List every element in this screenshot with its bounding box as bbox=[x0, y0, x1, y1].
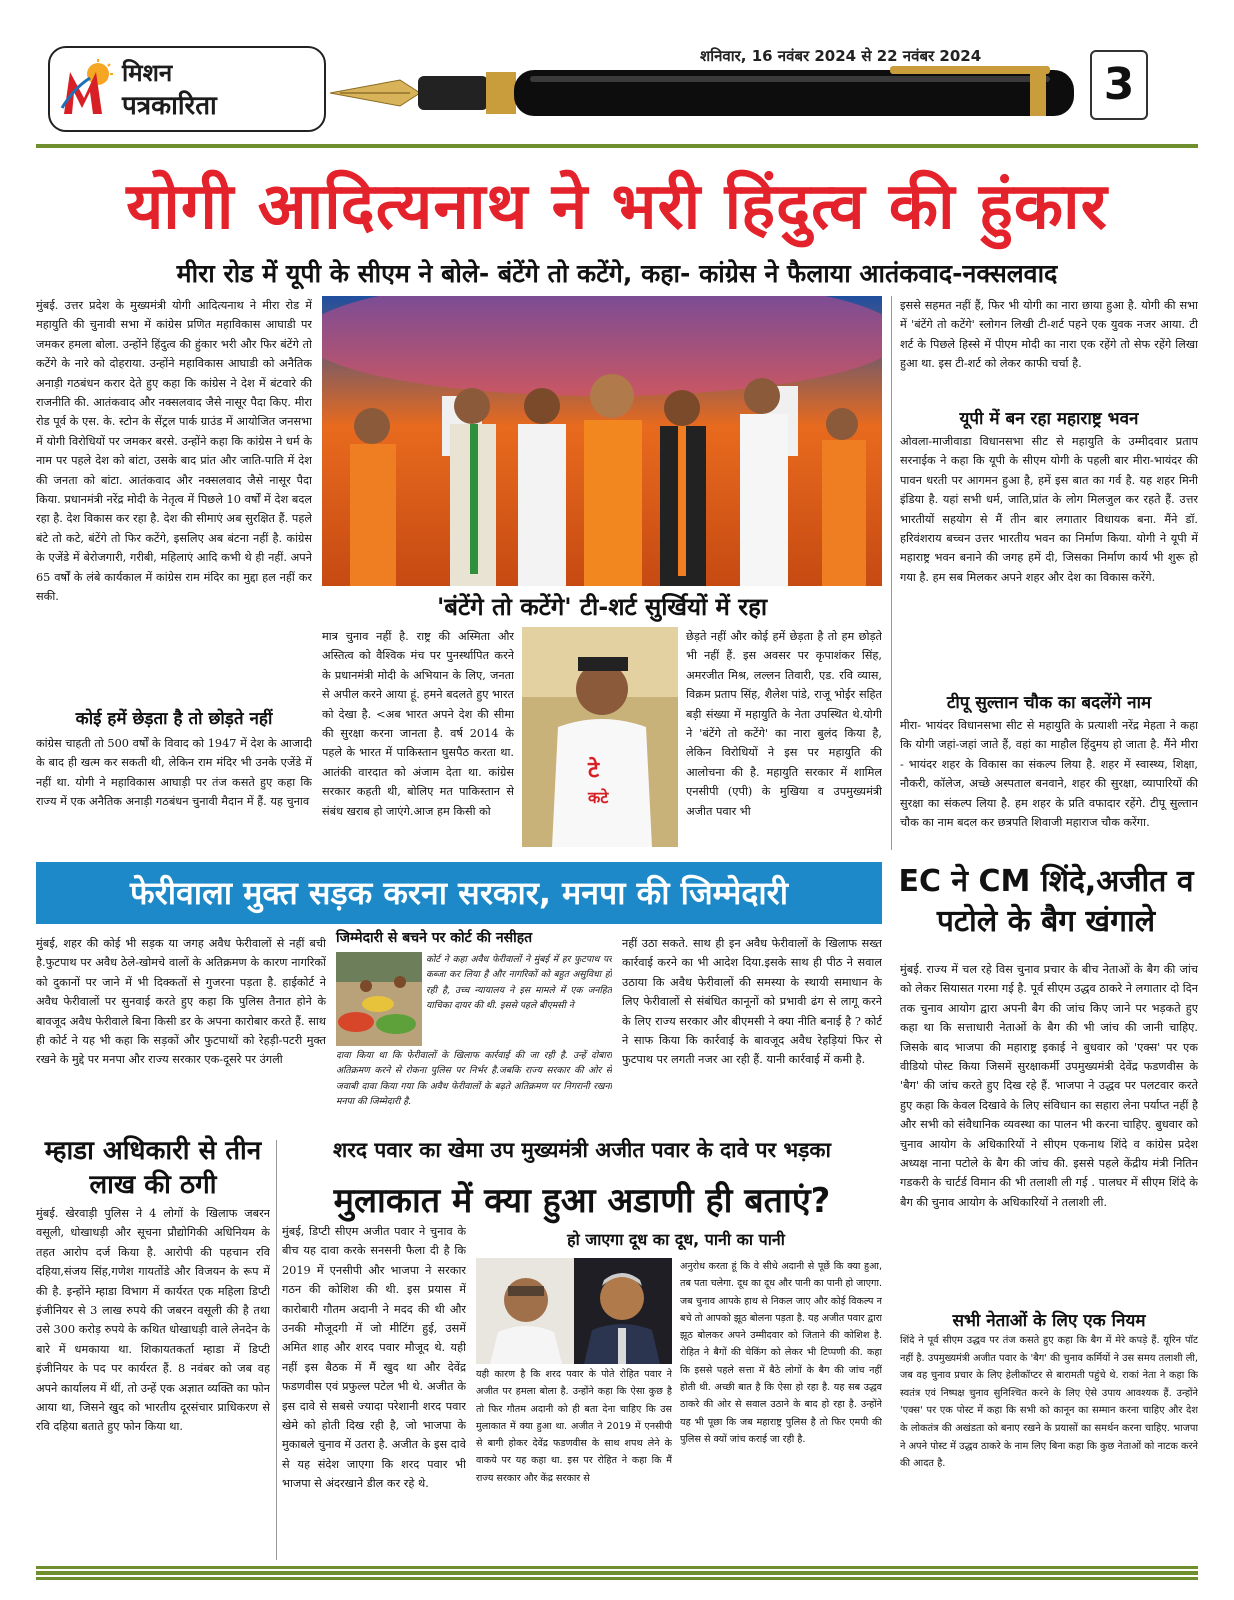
masthead-line-2: पत्रकारिता bbox=[122, 91, 217, 121]
mission-logo-icon bbox=[60, 58, 116, 118]
hawker-market-photo bbox=[336, 952, 422, 1046]
ec-headline: EC ने CM शिंदे,अजीत व पटोले के बैग खंगाले bbox=[898, 864, 1194, 939]
lead-col-1-subhead: कोई हमें छेड़ता है तो छोड़ते नहीं bbox=[75, 709, 273, 729]
ec-text-b: शिंदे ने पूर्व सीएम उद्धव पर तंज कसते हुए कहा कि बैग में मेरे कपड़े हैं. यूरिन पॉट नहीं है. उपमुख्यमंत्री अजीत पवार के 'बैग' की चुनाव कर्मियों ने उस समय तलाशी ली, जब वह चुनाव प्रचार के लिए हेलीकॉप्टर से बारामती पहुंचे थे. राकां नेता ने कहा कि स्वतंत्र एवं निष्पक्ष चुनाव सुनिश्चित करने के लिए ऐसे उपाय आवश्यक हैं. उन्होंने 'एक्स' पर एक पोस्ट में कहा कि सभी को कानून का सम्मान करना चाहिए और देश के लोकतंत्र की अखंडता को बनाए रखने के प्रयासों का समर्थन करना चाहिए. भाजपा ने अपने पोस्ट में उद्धव ठाकरे के नाम लिए बिना कहा कि कुछ नेताओं को नाटक करने की आदत है. bbox=[900, 1335, 1198, 1470]
hawker-col-3: नहीं उठा सकते. साथ ही इन अवैध फेरीवालों के खिलाफ सख्त कार्रवाई करने का भी आदेश दिया.इसके साथ ही पीठ ने सवाल उठाया कि अवैध फेरीवालों की समस्या के स्थायी समाधान के लिए फेरीवालों से संबंधित कानूनों को प्रभावी ढंग से लागू करने के लिए राज्य सरकार और बीएमसी ने क्या नीति बनाई है ? कोर्ट ने साफ किया कि कार्रवाई के बावजूद अवैध रेहड़ियां फिर से फुटपाथ पर लगती नजर आ रही हैं. यानी कार्रवाई में कमी है. bbox=[622, 937, 882, 1067]
issue-date: शनिवार, 16 नवंबर 2024 से 22 नवंबर 2024 bbox=[700, 47, 982, 65]
lead-mid-col-a: मात्र चुनाव नहीं है. राष्ट्र की अस्मिता और अस्तित्व को वैश्विक मंच पर पुनर्स्थापित करने के प्रधानमंत्री मोदी के अभियान के लिए, जनता से अपील करने आया हूं. हमने बदलते हुए भारत को देखा है. <अब भारत अपने देश की सीमा की सुरक्षा करना जानता है. वर्ष 2014 के पहले के भारत में पाकिस्तान घुसपैठ करता था. आतंकी वारदात को अंजाम देता था. कांग्रेस सरकार कहती थी, बोलिए मत पाकिस्तान से संबंध खराब हो जाएंगे.आज हम किसी को bbox=[322, 630, 514, 818]
tshirt-headline: 'बंटेंगे तो कटेंगे' टी-शर्ट सुर्खियों में रहा bbox=[436, 593, 768, 621]
ec-subhead: सभी नेताओं के लिए एक नियम bbox=[952, 1311, 1146, 1331]
sharad-kicker: शरद पवार का खेमा उप मुख्यमंत्री अजीत पवार के दावे पर भड़का bbox=[332, 1138, 831, 1162]
lead-right-col-b: ओवला-माजीवाडा विधानसभा सीट से महायुति के उम्मीदवार प्रताप सरनाईक ने कहा कि यूपी के सीएम योगी के पहली बार मीरा-भायंदर की पावन धरती पर आगमन हुआ है, हमें इस बात का गर्व है. यह शहर मिनी इंडिया है. यहां सभी धर्म, जाति,प्रांत के लोग मिलजुल कर रहते हैं. उत्तर भारतीयों सहयोग से मैं तीन बार लगातार विधायक बना. मैंने डॉ. हरिवंशराय बच्चन उत्तर भारतीय भवन का निर्माण किया. योगी ने यूपी में महाराष्ट्र भवन बनाने की जगह हमें दी, जिसका निर्माण कार्य भी शुरू हो गया है. हम सब मिलकर अपने शहर और देश का विकास करेंगे. bbox=[900, 435, 1198, 584]
ec-text: मुंबई. राज्य में चल रहे विस चुनाव प्रचार के बीच नेताओं के बैग की जांच को लेकर सियासत गरमा गई है. पूर्व सीएम उद्धव ठाकरे ने लगातार दो दिन तक चुनाव आयोग द्वारा अपनी बैग की जांच किए जाने पर भड़कते हुए कहा था कि सत्ताधारी नेताओं के बैग की भी जांच की जानी चाहिए. जिसके बाद भाजपा की महाराष्ट्र इकाई ने बुधवार को 'एक्स' पर एक वीडियो पोस्ट किया जिसमें सुरक्षाकर्मी उपमुख्यमंत्री देवेंद्र फडणवीस के 'बैग' की जांच करते हुए दिख रहे हैं. भाजपा ने उद्धव पर पलटवार करते हुए कहा कि केवल दिखावे के लिए संविधान का सहारा लेना पर्याप्त नहीं है और सभी को संवैधानिक व्यवस्था का पालन भी करना चाहिए. बुधवार को चुनाव आयोग के अधिकारियों ने सीएम एकनाथ शिंदे व कांग्रेस प्रदेश अध्यक्ष नाना पटोले के बैग की जांच की. इससे पहले केंद्रीय मंत्री नितिन गडकरी के चार्टर्ड विमान की भी तलाशी ली गई . पालघर में सीएम शिंदे के बैग की चुनाव आयोग के अधिकारियों ने तलाशी ली. bbox=[900, 963, 1198, 1209]
court-box-headline: जिम्मेदारी से बचने पर कोर्ट की नसीहत bbox=[336, 930, 533, 946]
lead-right-subhead-2: टीपू सुल्तान चौक का बदलेंगे नाम bbox=[946, 693, 1152, 713]
mhada-headline: म्हाडा अधिकारी से तीन लाख की ठगी bbox=[44, 1136, 262, 1200]
court-box-text-a: कोर्ट ने कहा अवैध फेरीवालों ने मुंबई में हर फुटपाथ पर कब्जा कर लिया है और नागरिकों को बहुत असुविधा हो रही है, उच्च न्यायालय ने इस मामले में एक जनहित याचिका दायर की थी. इससे पहले बीएमसी ने bbox=[426, 954, 612, 1012]
lead-headline: योगी आदित्यनाथ ने भरी हिंदुत्व की हुंकार bbox=[126, 170, 1108, 244]
hawker-headline: फेरीवाला मुक्त सड़क करना सरकार, मनपा की जिम्मेदारी bbox=[36, 862, 882, 924]
sharad-col-3: अनुरोध करता हूं कि वे सीधे अदानी से पूछें कि क्या हुआ, तब पता चलेगा. दूध का दूध और पानी का पानी हो जाएगा. जब चुनाव आपके हाथ से निकल जाए और कोई विकल्प न बचे तो आपको झूठ बोलना पड़ता है. यह अजीत पवार द्वारा झूठ बोलकर अपने उम्मीदवार को जिताने की कोशिश है. रोहित ने बैगों की चेकिंग को लेकर भी टिप्पणी की. कहा कि इससे पहले सत्ता में बैठे लोगों के बैग की जांच नहीं होती थी. अच्छी बात है कि ऐसा हो रहा है. यह सब उद्धव ठाकरे की ओर से सवाल उठाने के बाद हो रहा है. उन्होंने यह भी पूछा कि जब महाराष्ट्र पुलिस है तो फिर एमपी की पुलिस से क्यों जांच कराई जा रही है. bbox=[680, 1261, 882, 1445]
pawar-adani-photo bbox=[476, 1258, 672, 1364]
rally-photo bbox=[322, 296, 882, 586]
masthead-line-1: मिशन bbox=[122, 59, 173, 87]
masthead-logo bbox=[48, 46, 326, 132]
svg-text:कटे: कटे bbox=[588, 788, 609, 807]
svg-text:टे: टे bbox=[588, 758, 600, 783]
hawker-col-1: मुंबई, शहर की कोई भी सड़क या जगह अवैध फेरीवालों से नहीं बची है.फुटपाथ पर अवैध ठेले-खोमचे वालों के अतिक्रमण के कारण नागरिकों को दुकानों पर जाने में भी दिक्कतों से गुजरना पड़ता है. हाईकोर्ट ने अवैध फेरीवालों पर सुनवाई करते हुए कहा कि पुलिस तैनात होने के बावजूद अवैध फेरीवाले बिना किसी डर के अपना कारोबार करते हैं. साथ ही कोर्ट ने यह भी कहा कि सड़कों और फुटपाथों को रेहड़ी-पटरी मुक्त रखने के मुद्दे पर मनपा और राज्य सरकार एक-दूसरे पर उंगली bbox=[36, 937, 326, 1067]
sharad-headline: मुलाकात में क्या हुआ अडाणी ही बताएं? bbox=[333, 1181, 831, 1221]
lead-right-col-c: मीरा- भायंदर विधानसभा सीट से महायुति के प्रत्याशी नरेंद्र मेहता ने कहा कि योगी जहां-जहां जाते हैं, वहां का माहौल हिंदुमय हो जाता है. मैंने मीरा - भायंदर शहर के विकास का संकल्प लिया है. शहर में स्वास्थ्य, शिक्षा, नौकरी, कॉलेज, अच्छे अस्पताल बनवाने, शहर की सुरक्षा, व्यापारियों की सुरक्षा का संकल्प लिया है. हम शहर के प्रति वफादार रहेंगे. टीपू सुल्तान चौक का नाम बदल कर छत्रपति शिवाजी महाराज चौक करेंगा. bbox=[900, 719, 1198, 830]
page-number: 3 bbox=[1090, 50, 1148, 120]
mhada-text: मुंबई. खेरवाड़ी पुलिस ने 4 लोगों के खिलाफ जबरन वसूली, धोखाधड़ी और सूचना प्रौद्योगिकी अधिनियम के तहत आरोप दर्ज किया है. आरोपी की पहचान रवि दहिया,संजय सिंह,गणेश गायतोंडे और विजयन के रूप में की है. इन्होंने म्हाडा विभाग में कार्यरत एक महिला डिप्टी इंजीनियर से 3 लाख रुपये की जबरन वसूली की है तथा उसे 300 करोड़ रुपये के कथित धोखाधड़ी वाले लेनदेन के बारे में धमकाया था. शिकायतकर्ता म्हाडा में डिप्टी इंजीनियर के पद पर कार्यरत हैं. 8 नवंबर को जब वह अपने कार्यालय में थीं, तो उन्हें एक अज्ञात व्यक्ति का फोन आया था, जिसने खुद को भारतीय दूरसंचार प्राधिकरण से रवि दहिया बताते हुए फोन किया था. bbox=[36, 1207, 270, 1434]
lead-right-subhead-1: यूपी में बन रहा महाराष्ट्र भवन bbox=[959, 409, 1139, 429]
bottom-rule bbox=[36, 1566, 1198, 1580]
lead-col-1: मुंबई. उत्तर प्रदेश के मुख्यमंत्री योगी आदित्यनाथ ने मीरा रोड में महायुति की चुनावी सभा में कांग्रेस प्रणित महाविकास आघाडी पर जमकर हमला बोला. उन्होंने हिंदुत्व की हुंकार भरी और फिर बंटेंगे तो कटेंगे के नारे को दोहराया. उन्होंने महाविकास आघाडी को अनैतिक अनाड़ी गठबंधन करार देते हुए कहा कि कांग्रेस ने देश में बंटवारे की राजनीति की. आतंकवाद और नक्सलवाद जैसे नासूर पैदा किए. मीरा रोड पूर्व के एस. के. स्टोन के सेंट्रल पार्क ग्राउंड में आयोजित जनसभा में योगी विरोधियों पर जमकर बरसे. उन्होंने कहा कि कांग्रेस ने धर्म के नाम पर पहले देश को बांटा, उसके बाद प्रांत और जाति-पाति में देश की जनता को बांटा. आतंकवाद और नक्सलवाद जैसे नासूर पैदा किया. प्रधानमंत्री नरेंद्र मोदी के नेतृत्व में पिछले 10 वर्षों में देश बदल रहा है. देश विकास कर रहा है. देश की सीमाएं अब सुरक्षित हैं. पहले बंटे तो कटे, बंटेंगे तो फिर कटेंगे, इसलिए अब बंटना नहीं है. कांग्रेस के एजेंडे में बेरोजगारी, गरीबी, महिलाएं आदि कभी थे ही नहीं. अपने 65 वर्षों के लंबे कार्यकाल में कांग्रेस राम मंदिर का मुद्दा हल नहीं कर सकी. bbox=[36, 299, 312, 604]
column-divider bbox=[891, 296, 892, 850]
sharad-col-2: यही कारण है कि शरद पवार के पोते रोहित पवार ने अजीत पर हमला बोला है. उन्होंने कहा कि ऐसा कुछ है तो फिर गौतम अदानी को ही बता देना चाहिए कि उस मुलाकात में क्या हुआ था. अजीत ने 2019 में एनसीपी से बागी होकर देवेंद्र फडणवीस के साथ शपथ लेने के वाकये पर यह कहा था. इस पर रोहित ने कहा कि मैं राज्य सरकार और केंद्र सरकार से bbox=[476, 1369, 672, 1484]
sharad-col-1: मुंबई, डिप्टी सीएम अजीत पवार ने चुनाव के बीच यह दावा करके सनसनी फैला दी है कि 2019 में एनसीपी और भाजपा ने सरकार गठन की कोशिश की थी. इस प्रयास में कारोबारी गौतम अदानी ने मदद की थी और उनकी मौजूदगी में जो मीटिंग हुई, उसमें अमित शाह और शरद पवार मौजूद थे. यही नहीं इस बैठक में मैं खुद था और देवेंद्र फडणवीस एवं प्रफुल्ल पटेल भी थे. अजीत के इस दावे से सबसे ज्यादा परेशानी शरद पवार खेमे को होती दिख रही है, जो भाजपा के मुकाबले चुनाव में उतरा है. अजीत के इस दावे से यह संदेश जाएगा कि शरद पवार भी भाजपा से अंदरखाने डील कर रहे थे. bbox=[282, 1225, 466, 1491]
court-box-text-b: दावा किया था कि फेरीवालों के खिलाफ कार्रवाई की जा रही है. उन्हें दोबारा अतिक्रमण करने से रोकना पुलिस पर निर्भर है.जबकि राज्य सरकार की ओर से जवाबी दावा किया गया कि अवैध फेरीवालों के बढ़ते अतिक्रमण पर निगरानी रखना मनपा की जिम्मेदारी है. bbox=[336, 1050, 612, 1108]
masthead-rule bbox=[36, 144, 1198, 148]
column-divider bbox=[276, 1140, 277, 1560]
fountain-pen-icon bbox=[330, 66, 1090, 120]
tshirt-photo bbox=[522, 627, 678, 847]
lead-mid-col-b: छेड़ते नहीं और कोई हमें छेड़ता है तो हम छोड़ते भी नहीं हैं. इस अवसर पर कृपाशंकर सिंह, अमरजीत मिश्र, लल्लन तिवारी, एड. रवि व्यास, विक्रम प्रताप सिंह, शैलेश पांडे, राजू भोईर सहित बड़ी संख्या में महायुति के नेता उपस्थित थे.योगी ने 'बंटेंगे तो कटेंगे' का नारा बुलंद किया है, लेकिन विरोधियों ने इस पर महायुति की आलोचना की है. महायुति सरकार में शामिल एनसीपी (एपी) के मुखिया व उपमुख्यमंत्री अजीत पवार भी bbox=[686, 630, 882, 818]
lead-col-1b: कांग्रेस चाहती तो 500 वर्षों के विवाद को 1947 में देश के आजादी के बाद ही खत्म कर सकती थी, लेकिन राम मंदिर भी उनके एजेंडे में नहीं था. योगी ने महाविकास आघाड़ी पर तंज कसते हुए कहा कि राज्य में एक अनैतिक अनाड़ी गठबंधन चुनावी मैदान में हैं. यह चुनाव bbox=[36, 737, 312, 809]
lead-right-col-a: इससे सहमत नहीं हैं, फिर भी योगी का नारा छाया हुआ है. योगी की सभा में 'बंटेंगे तो कटेंगे' स्लोगन लिखी टी-शर्ट पहने एक युवक नजर आया. टी शर्ट के पिछले हिस्से में पीएम मोदी का नारा एक रहेंगे तो सेफ रहेंगे लिखा हुआ था. इस टी-शर्ट को लेकर काफी चर्चा है. bbox=[900, 299, 1198, 371]
sharad-subhead: हो जाएगा दूध का दूध, पानी का पानी bbox=[567, 1230, 785, 1249]
lead-subheadline: मीरा रोड में यूपी के सीएम ने बोले- बंटेंगे तो कटेंगे, कहा- कांग्रेस ने फैलाया आतंकवाद-नक्सलवाद bbox=[176, 259, 1058, 288]
